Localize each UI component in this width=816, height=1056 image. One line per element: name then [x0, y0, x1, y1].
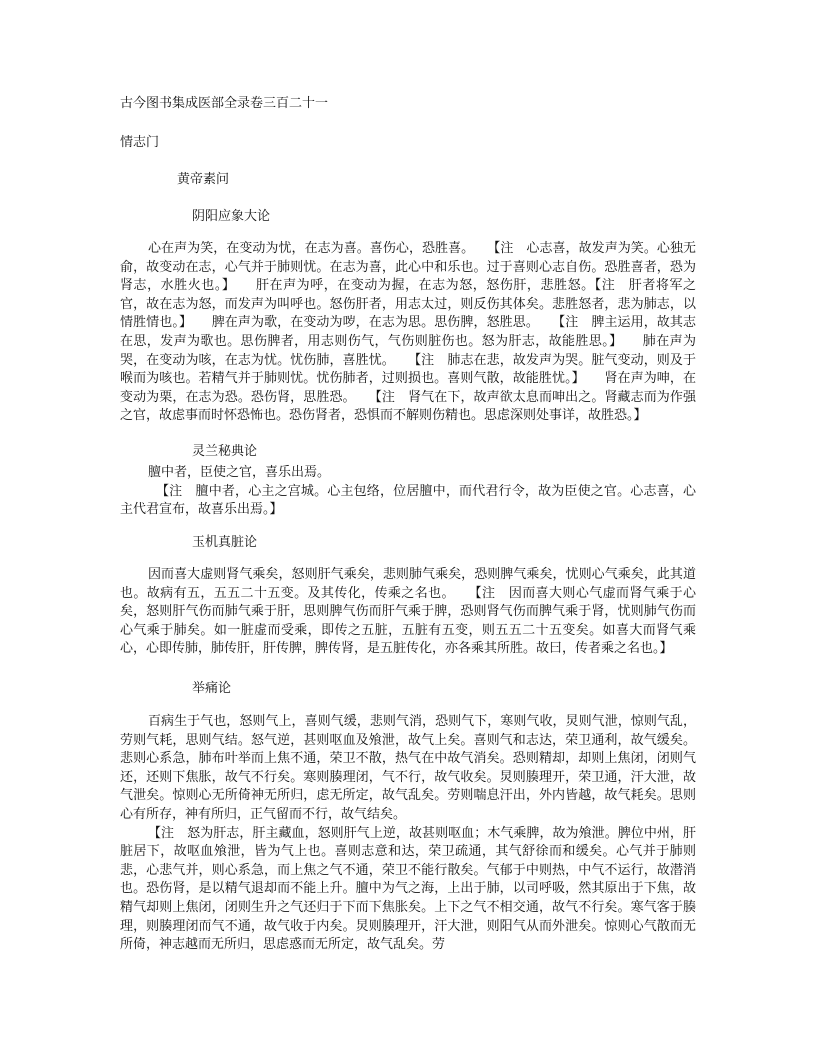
paragraph: 心在声为笑，在变动为忧，在志为喜。喜伤心，恐胜喜。 【注 心志喜，故发声为笑。心独无俞，故变动在志，心气并于肺则忧。在志为喜，此心中和乐也。过于喜则心志自伤。恐胜喜者，恐为肾志，水胜火也。】 肝在声为呼，在变动为握，在志为怒，怒伤肝，悲胜怒。【注 肝者将军之官，故在志为怒，而发声为叫呼也。怒伤肝者，用志太过，则反伤其体矣。悲胜怒者，悲为肺志，以情胜情也。】 脾在声为歌，在变动为哕，在志为思。思伤脾，怒胜思。 【注 脾主运用，故其志在思，发声为歌也。思伤脾者，用志则伤气，气伤则脏伤也。怒为肝志，故能胜思。】 肺在声为哭，在变动为咳，在志为忧。忧伤肺，喜胜忧。 【注 肺志在悲，故发声为哭。脏气变动，则及于喉而为咳也。若精气并于肺则忧。忧伤肺者，过则损也。喜则气散，故能胜忧。】 肾在声为呻，在变动为栗，在志为恐。恐伤肾，思胜恐。 【注 肾气在下，故声欲太息而呻出之。肾藏志而为作强之官，故虑事而时怀恐怖也。恐伤肾者，恐惧而不解则伤精也。思虑深则处事详，故胜恐。】 — [120, 241, 696, 424]
chapter-heading: 灵兰秘典论 — [192, 444, 258, 459]
paragraph: 【注 怒为肝志，肝主藏血，怒则肝气上逆，故甚则呕血；木气乘脾，故为飧泄。脾位中州，肝脏居下，故呕血飧泄，皆为气上也。喜则志意和达，荣卫疏通，其气舒徐而和缓矣。心气并于肺则悲，心悲气并，则心系急，而上焦之气不通，荣卫不能行散矣。气郁于中则热，中气不运行，故潜消也。恐伤肾，是以精气退却而不能上升。膻中为气之海，上出于肺，以司呼吸，然其原出于下焦，故精气却则上焦闭，闭则生升之气还归于下而下焦胀矣。上下之气不相交通，故气不行矣。寒气客于腠理，则腠理闭而气不通，故气收于内矣。炅则腠理开，汗大泄，则阳气从而外泄矣。惊则心气散而无所倚，神志越而无所归，思虑惑而无所定，故气乱矣。劳 — [120, 825, 696, 953]
document-title: 古今图书集成医部全录卷三百二十一 — [120, 96, 329, 111]
chapter-body — [120, 566, 696, 659]
paragraph: 百病生于气也，怒则气上，喜则气缓，悲则气消，恐则气下，寒则气收，炅则气泄，惊则气乱，劳则气耗，思则气结。怒气逆，甚则呕血及飧泄，故气上矣。喜则气和志达，荣卫通利，故气缓矣。悲则心系急，肺布叶举而上焦不通，荣卫不散，热气在中故气消矣。恐则精却，却则上焦闭，闭则气还，还则下焦胀，故气不行矣。寒则腠理闭，气不行，故气收矣。炅则腠理开，荣卫通，汗大泄，故气泄矣。惊则心无所倚神无所归，虑无所定，故气乱矣。劳则喘息汗出，外内皆越，故气耗矣。思则心有所存，神有所归，正气留而不行，故气结矣。 — [120, 714, 696, 822]
chapter-heading: 阴阳应象大论 — [192, 209, 271, 224]
paragraph: 【注 膻中者，心主之宫城。心主包络，位居膻中，而代君行令，故为臣使之官。心志喜，心主代君宣布，故喜乐出焉。】 — [120, 483, 696, 518]
chapter-body — [120, 464, 696, 520]
chapter-body — [120, 713, 696, 955]
section-heading: 情志门 — [120, 135, 160, 150]
chapter-body — [120, 240, 696, 426]
chapter-heading: 玉机真脏论 — [192, 535, 258, 550]
paragraph: 膻中者，臣使之官，喜乐出焉。 — [148, 465, 331, 480]
chapter-heading: 举痛论 — [192, 681, 232, 696]
paragraph: 因而喜大虚则肾气乘矣，怒则肝气乘矣，悲则肺气乘矣，恐则脾气乘矣，忧则心气乘矣，此其道也。故病有五，五五二十五变。及其传化，传乘之名也。 【注 因而喜大则心气虚而肾气乘于心矣，怒则肝气伤而肺气乘于肝，思则脾气伤而肝气乘于脾，恐则肾气伤而脾气乘于肾，忧则肺气伤而心气乘于肺矣。如一脏虚而受乘，即传之五脏，五脏有五变，则五五二十五变矣。如喜大而肾气乘心，心即传肺，肺传肝，肝传脾，脾传肾，是五脏传化，亦各乘其所胜。故曰，传者乘之名也。】 — [120, 567, 696, 657]
source-heading: 黄帝素问 — [177, 172, 230, 187]
